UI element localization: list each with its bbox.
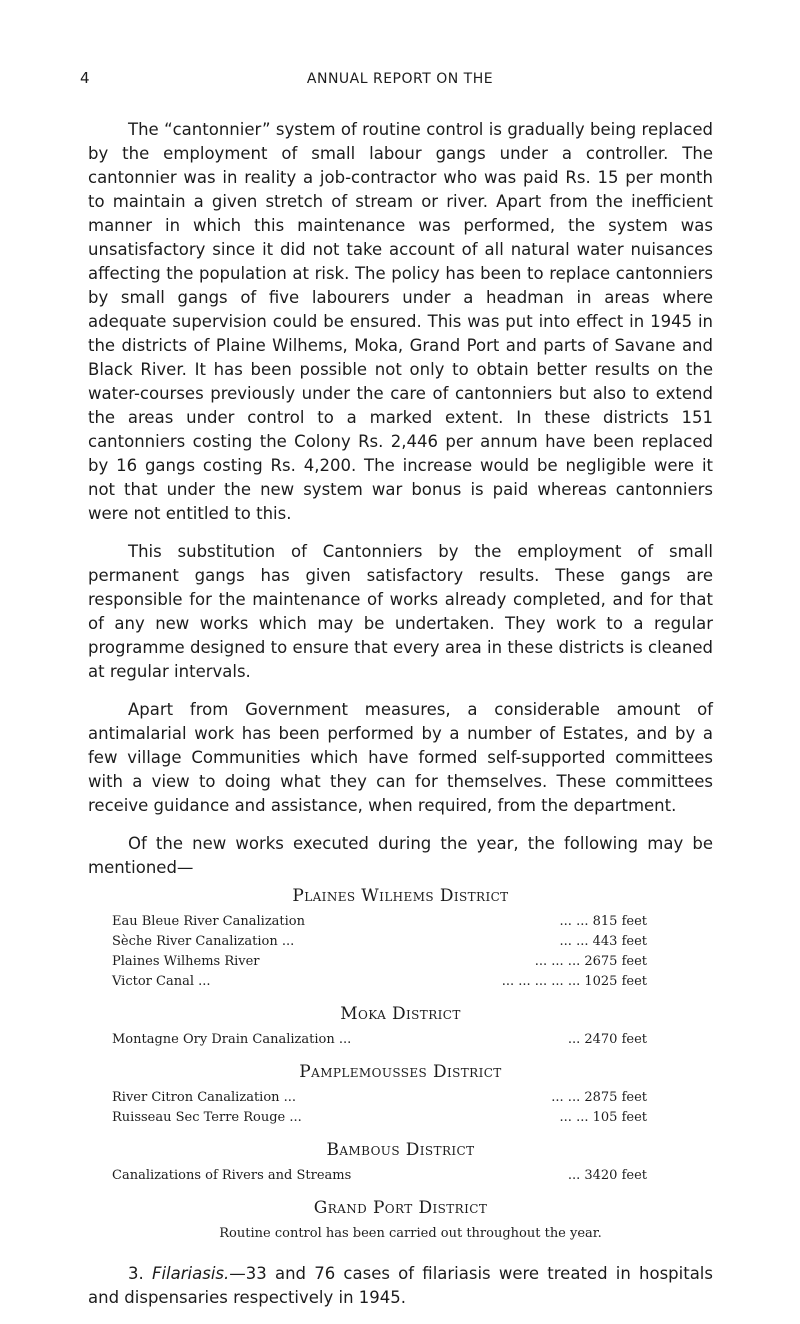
work-name: Victor Canal ... bbox=[112, 974, 211, 989]
work-length bbox=[529, 952, 647, 972]
work-length bbox=[554, 912, 647, 932]
leader-dots: ... ... ... ... ... bbox=[501, 974, 581, 989]
leader-dots: ... ... bbox=[559, 934, 589, 949]
page-number: 4 bbox=[80, 69, 90, 87]
length-value: 2675 feet bbox=[584, 954, 647, 969]
paragraph-estates-committees: Apart from Government measures, a considerable amount of antimalarial work has been performed by a number of Estates, and by a few village Communities which have formed self-supported committees with a view to doing what they can for themselves. These committees receive guidance and assistance, when required, from the department. bbox=[88, 700, 713, 815]
district-heading-grand-port: Grand Port District bbox=[313, 1198, 488, 1218]
work-row bbox=[112, 912, 647, 932]
section-title: Filariasis. bbox=[151, 1264, 230, 1283]
work-name: Sèche River Canalization ... bbox=[112, 934, 295, 949]
leader-dots: ... ... ... bbox=[534, 954, 581, 969]
grand-port-note: Routine control has been carried out throughout the year. bbox=[219, 1226, 602, 1241]
work-length bbox=[545, 1088, 647, 1108]
paragraph-cantonnier-system: The “cantonnier” system of routine control is gradually being replaced by the employment of small labour gangs under a controller. The cantonnier was in reality a job-contractor who was paid Rs. 15 per month to maintain a given stretch of stream or river. Apart from the inefficient manner in which this maintenance was performed, the system was unsatisfactory since it did not take account of all natural water nuisances affecting the population at risk. The policy has been to replace cantonniers by small gangs of five labourers under a headman in areas where adequate supervision could be ensured. This was put into effect in 1945 in the districts of Plaine Wilhems, Moka, Grand Port and parts of Savane and Black River. It has been possible not only to obtain better results on the water-courses previously under the care of cantonniers but also to extend the areas under control to a marked extent. In these districts 151 cantonniers costing the Colony Rs. 2,446 per annum have been replaced by 16 gangs costing Rs. 4,200. The increase would be negligible were it not that under the new system war bonus is paid whereas cantonniers were not entitled to this. bbox=[88, 120, 713, 523]
works-list-moka bbox=[112, 1030, 647, 1050]
section-text: —33 and 76 cases of filariasis were treated in hospitals and dispensaries respectively in 1945. bbox=[88, 1264, 713, 1307]
work-row bbox=[112, 1030, 647, 1050]
work-row bbox=[112, 1088, 647, 1108]
works-list-bambous bbox=[112, 1166, 647, 1186]
work-row bbox=[112, 1108, 647, 1128]
work-length bbox=[496, 972, 647, 992]
running-head: ANNUAL REPORT ON THE bbox=[306, 71, 494, 87]
work-name: Plaines Wilhems River bbox=[112, 954, 260, 969]
work-length bbox=[554, 932, 647, 952]
report-body bbox=[88, 118, 713, 1324]
leader-dots: ... bbox=[567, 1032, 581, 1047]
work-length bbox=[562, 1030, 647, 1050]
work-row bbox=[112, 952, 647, 972]
work-row bbox=[112, 972, 647, 992]
works-list-plaines-wilhems bbox=[112, 912, 647, 992]
district-heading-bambous: Bambous District bbox=[326, 1140, 475, 1160]
section-number: 3. bbox=[128, 1264, 144, 1283]
paragraph-gang-substitution: This substitution of Cantonniers by the employment of small permanent gangs has given satisfactory results. These gangs are responsible for the maintenance of works already completed, and for that of any new works which may be undertaken. They work to a regular programme designed to ensure that every area in these districts is cleaned at regular intervals. bbox=[88, 542, 713, 681]
work-name: Eau Bleue River Canalization bbox=[112, 914, 305, 929]
leader-dots: ... ... bbox=[559, 914, 589, 929]
district-heading-moka: Moka District bbox=[340, 1004, 461, 1024]
leader-dots: ... bbox=[567, 1168, 581, 1183]
paragraph-filariasis bbox=[88, 1262, 713, 1310]
work-length bbox=[554, 1108, 647, 1128]
work-name: Canalizations of Rivers and Streams bbox=[112, 1168, 352, 1183]
length-value: 2875 feet bbox=[584, 1090, 647, 1105]
leader-dots: ... ... bbox=[559, 1110, 589, 1125]
leader-dots: ... ... bbox=[551, 1090, 581, 1105]
work-length bbox=[562, 1166, 647, 1186]
district-heading-pamplemousses: Pamplemousses District bbox=[299, 1062, 502, 1082]
length-value: 815 feet bbox=[592, 914, 647, 929]
work-name: Montagne Ory Drain Canalization ... bbox=[112, 1032, 352, 1047]
length-value: 1025 feet bbox=[584, 974, 647, 989]
works-list-pamplemousses bbox=[112, 1088, 647, 1128]
work-name: River Citron Canalization ... bbox=[112, 1090, 297, 1105]
work-row bbox=[112, 1166, 647, 1186]
paragraph-new-works-intro: Of the new works executed during the year, the following may be mentioned— bbox=[88, 834, 713, 877]
length-value: 105 feet bbox=[592, 1110, 647, 1125]
length-value: 3420 feet bbox=[584, 1168, 647, 1183]
district-heading-plaines-wilhems: Plaines Wilhems District bbox=[292, 886, 509, 906]
length-value: 443 feet bbox=[592, 934, 647, 949]
length-value: 2470 feet bbox=[584, 1032, 647, 1047]
work-row bbox=[112, 932, 647, 952]
work-name: Ruisseau Sec Terre Rouge ... bbox=[112, 1110, 302, 1125]
